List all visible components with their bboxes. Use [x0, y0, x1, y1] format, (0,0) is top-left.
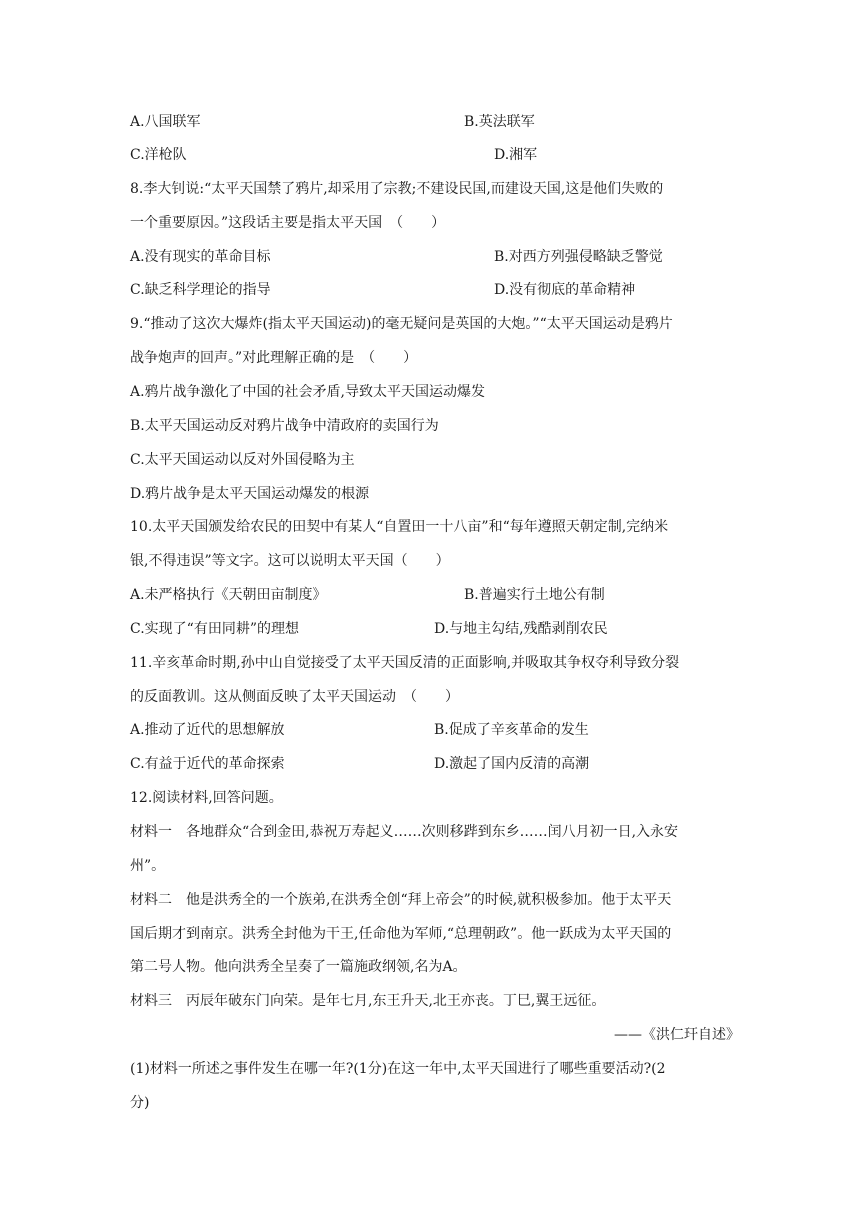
- q9-option-b: B.太平天国运动反对鸦片战争中清政府的卖国行为: [130, 418, 439, 434]
- q11-options-row-2: [130, 754, 740, 774]
- q10-option-c: C.实现了“有田同耕”的理想: [130, 621, 299, 637]
- q10-options-row-2: [130, 619, 740, 639]
- q11-options-row-1: [130, 720, 740, 740]
- q12-material-1-line-2: 州”。: [130, 858, 166, 874]
- q12-subquestion-1-line-1: (1)材料一所述之事件发生在哪一年?(1分)在这一年中,太平天国进行了哪些重要活动?(2: [130, 1061, 666, 1077]
- q8-option-c: C.缺乏科学理论的指导: [130, 282, 271, 298]
- q10-option-d: D.与地主勾结,残酷剥削农民: [434, 621, 608, 637]
- q9-option-d: D.鸦片战争是太平天国运动爆发的根源: [130, 486, 370, 502]
- q9-option-a: A.鸦片战争激化了中国的社会矛盾,导致太平天国运动爆发: [130, 384, 486, 400]
- q9-stem-line-2: 战争炮声的回声。”对此理解正确的是 （ ）: [130, 350, 418, 366]
- q10-option-b: B.普遍实行土地公有制: [464, 587, 605, 603]
- q11-option-b: B.促成了辛亥革命的发生: [434, 722, 589, 738]
- q7-options-row-1: [130, 112, 740, 132]
- q10-options-row-1: [130, 585, 740, 605]
- q11-option-d: D.激起了国内反清的高潮: [434, 756, 590, 772]
- q10-stem-line-1: 10.太平天国颁发给农民的田契中有某人“自置田一十八亩”和“每年遵照天朝定制,完纳米: [130, 519, 669, 535]
- q12-material-1-line-1: 材料一 各地群众“合到金田,恭祝万寿起义……次则移跸到东乡……闰八月初一日,入永安: [130, 824, 679, 840]
- q8-option-b: B.对西方列强侵略缺乏警觉: [494, 249, 663, 265]
- q11-stem-line-2: 的反面教训。这从侧面反映了太平天国运动 （ ）: [130, 689, 459, 705]
- q7-option-a: A.八国联军: [130, 114, 201, 130]
- q7-option-b: B.英法联军: [464, 114, 535, 130]
- q7-option-c: C.洋枪队: [130, 147, 187, 163]
- q8-option-d: D.没有彻底的革命精神: [494, 282, 636, 298]
- q8-stem-line-2: 一个重要原因。”这段话主要是指太平天国 （ ）: [130, 215, 446, 231]
- q11-stem-line-1: 11.辛亥革命时期,孙中山自觉接受了太平天国反清的正面影响,并吸取其争权夺利导致分裂: [130, 655, 680, 671]
- q9-option-c: C.太平天国运动以反对外国侵略为主: [130, 452, 355, 468]
- q12-material-2-line-1: 材料二 他是洪秀全的一个族弟,在洪秀全创“拜上帝会”的时候,就积极参加。他于太平天: [130, 892, 672, 908]
- q8-stem-line-1: 8.李大钊说:“太平天国禁了鸦片,却采用了宗教;不建设民国,而建设天国,这是他们失败的: [130, 181, 664, 197]
- q12-subquestion-1-line-2: 分): [130, 1095, 150, 1111]
- q11-option-c: C.有益于近代的革命探索: [130, 756, 285, 772]
- q8-options-row-1: [130, 247, 740, 267]
- q7-option-d: D.湘军: [494, 147, 538, 163]
- q12-source-citation: ——《洪仁玕自述》: [614, 1027, 740, 1043]
- q11-option-a: A.推动了近代的思想解放: [130, 722, 285, 738]
- q10-option-a: A.未严格执行《天朝田亩制度》: [130, 587, 327, 603]
- q10-stem-line-2: 银,不得违误”等文字。这可以说明太平天国（ ）: [130, 553, 450, 569]
- q9-stem-line-1: 9.“推动了这次大爆炸(指太平天国运动)的毫无疑问是英国的大炮。”“太平天国运动是鸦片: [130, 316, 673, 332]
- q8-option-a: A.没有现实的革命目标: [130, 249, 271, 265]
- q12-material-2-line-3: 第二号人物。他向洪秀全呈奏了一篇施政纲领,名为A。: [130, 959, 467, 975]
- q8-options-row-2: [130, 280, 740, 300]
- q12-material-2-line-2: 国后期才到南京。洪秀全封他为干王,任命他为军师,“总理朝政”。他一跃成为太平天国的: [130, 926, 672, 942]
- q12-material-3-line-1: 材料三 丙辰年破东门向荣。是年七月,东王升天,北王亦丧。丁巳,翼王远征。: [130, 993, 606, 1009]
- q12-intro: 12.阅读材料,回答问题。: [130, 790, 283, 806]
- q7-options-row-2: [130, 145, 740, 165]
